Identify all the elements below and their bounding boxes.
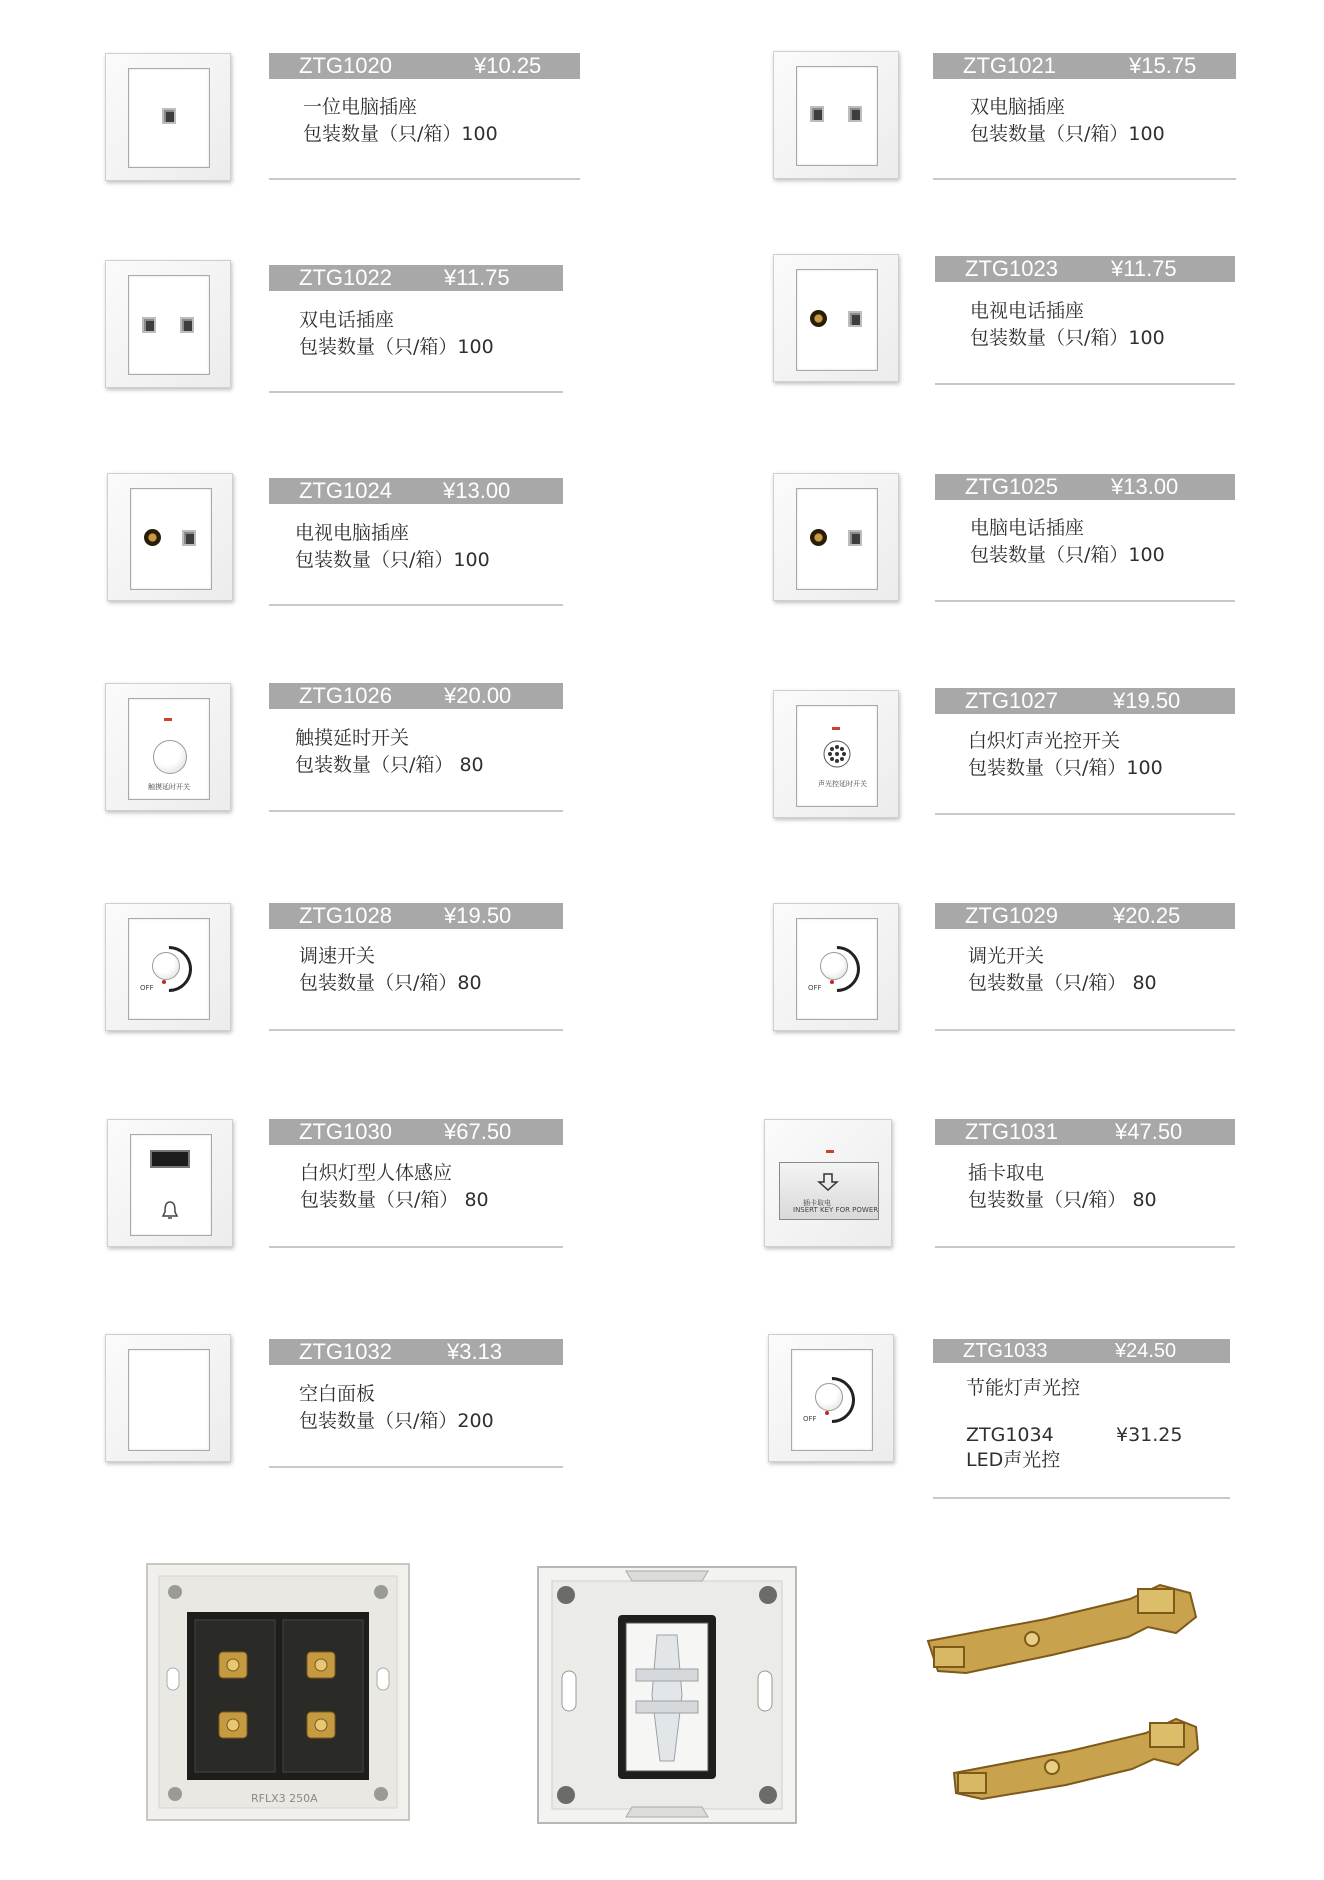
product-name: 触摸延时开关 <box>295 727 410 749</box>
divider <box>269 810 563 812</box>
product-header <box>935 903 1235 929</box>
product-code: ZTG1031 <box>965 1119 1058 1144</box>
product-pack: 包装数量（只/箱） 80 <box>968 1189 1157 1211</box>
divider <box>269 604 563 606</box>
double-data-socket-icon <box>773 51 899 179</box>
product-header <box>269 265 563 291</box>
switch-back-photo <box>536 1565 800 1827</box>
product-pack: 包装数量（只/箱） 80 <box>295 754 484 776</box>
product-code: ZTG1032 <box>299 1339 392 1364</box>
product-price: ¥11.75 <box>444 265 510 290</box>
product-price: ¥47.50 <box>1115 1119 1183 1144</box>
product-name: 双电脑插座 <box>970 96 1066 118</box>
touch-delay-switch-icon: 触摸延时开关 <box>105 683 231 811</box>
product-name: 电视电脑插座 <box>295 522 410 544</box>
divider <box>269 178 580 180</box>
product-pack: 包装数量（只/箱） 80 <box>968 972 1157 994</box>
product-header <box>269 1339 563 1365</box>
product-pack: 包装数量（只/箱）100 <box>968 757 1163 779</box>
product-pack: 包装数量（只/箱） 80 <box>300 1189 489 1211</box>
product-pack: 包装数量（只/箱）80 <box>299 972 482 994</box>
product-name: 白炽灯型人体感应 <box>300 1162 453 1184</box>
divider <box>935 1029 1235 1031</box>
product-name: 白炽灯声光控开关 <box>968 730 1121 752</box>
product-price: ¥13.00 <box>443 478 511 503</box>
divider <box>935 383 1235 385</box>
extra-product-name: LED声光控 <box>966 1449 1061 1471</box>
product-code: ZTG1026 <box>299 683 392 708</box>
product-price: ¥24.50 <box>1115 1340 1177 1362</box>
product-code: ZTG1023 <box>965 256 1058 281</box>
product-code: ZTG1028 <box>299 903 392 928</box>
product-pack: 包装数量（只/箱）100 <box>970 544 1165 566</box>
product-name: 电视电话插座 <box>970 300 1085 322</box>
product-code: ZTG1033 <box>963 1340 1048 1362</box>
product-header <box>269 683 563 709</box>
product-header <box>269 1119 563 1145</box>
product-name: 节能灯声光控 <box>966 1377 1081 1399</box>
product-name: 空白面板 <box>299 1383 376 1405</box>
sound-light-switch-icon: 声光控延时开关 <box>773 690 899 818</box>
product-header <box>935 256 1235 282</box>
product-price: ¥19.50 <box>1113 688 1181 713</box>
socket-marking: RFLX3 250A <box>251 1792 318 1805</box>
product-header <box>269 903 563 929</box>
product-pack: 包装数量（只/箱）100 <box>970 327 1165 349</box>
data-phone-socket-icon <box>773 473 899 601</box>
product-code: ZTG1030 <box>299 1119 392 1144</box>
product-price: ¥67.50 <box>444 1119 512 1144</box>
divider <box>933 178 1236 180</box>
product-pack: 包装数量（只/箱）100 <box>970 123 1165 145</box>
divider <box>269 1466 563 1468</box>
card-power-switch-icon: 插卡取电 INSERT KEY FOR POWER <box>764 1119 892 1247</box>
product-price: ¥20.00 <box>444 683 512 708</box>
tv-phone-socket-icon <box>773 254 899 382</box>
product-pack: 包装数量（只/箱）200 <box>299 1410 494 1432</box>
divider <box>935 813 1235 815</box>
product-price: ¥19.50 <box>444 903 512 928</box>
speed-control-dial-icon: OFF <box>105 903 231 1031</box>
product-code: ZTG1024 <box>299 478 392 503</box>
product-price: ¥20.25 <box>1113 903 1181 928</box>
product-name: 双电话插座 <box>299 309 395 331</box>
product-code: ZTG1021 <box>963 53 1056 78</box>
product-header <box>935 688 1235 714</box>
socket-back-photo <box>145 1562 413 1824</box>
divider <box>933 1497 1230 1499</box>
extra-product-price: ¥31.25 <box>1116 1424 1183 1446</box>
product-header <box>935 1119 1235 1145</box>
single-data-socket-icon <box>105 53 231 181</box>
product-code: ZTG1027 <box>965 688 1058 713</box>
tv-data-socket-icon <box>107 473 233 601</box>
product-pack: 包装数量（只/箱）100 <box>299 336 494 358</box>
product-header <box>933 53 1236 79</box>
product-header <box>933 1339 1230 1363</box>
product-price: ¥11.75 <box>1111 256 1177 281</box>
product-name: 电脑电话插座 <box>970 517 1085 539</box>
product-price: ¥3.13 <box>447 1339 503 1364</box>
product-name: 插卡取电 <box>968 1162 1045 1184</box>
product-price: ¥15.75 <box>1129 53 1197 78</box>
divider <box>269 1029 563 1031</box>
divider <box>269 1246 563 1248</box>
product-pack: 包装数量（只/箱）100 <box>295 549 490 571</box>
product-header <box>269 53 580 79</box>
product-price: ¥10.25 <box>474 53 542 78</box>
product-name: 一位电脑插座 <box>303 96 418 118</box>
product-header <box>935 474 1235 500</box>
product-code: ZTG1025 <box>965 474 1058 499</box>
product-code: ZTG1020 <box>299 53 392 78</box>
motion-sensor-icon <box>107 1119 233 1247</box>
product-name: 调光开关 <box>968 945 1045 967</box>
product-code: ZTG1029 <box>965 903 1058 928</box>
brass-terminal-photo <box>920 1577 1202 1803</box>
product-name: 调速开关 <box>299 945 376 967</box>
extra-product-code: ZTG1034 <box>966 1424 1054 1446</box>
blank-panel-icon <box>105 1334 231 1462</box>
double-phone-socket-icon <box>105 260 231 388</box>
product-price: ¥13.00 <box>1111 474 1179 499</box>
product-header <box>269 478 563 504</box>
product-pack: 包装数量（只/箱）100 <box>303 123 498 145</box>
divider <box>935 600 1235 602</box>
divider <box>935 1246 1235 1248</box>
product-code: ZTG1022 <box>299 265 392 290</box>
dimmer-dial-icon: OFF <box>773 903 899 1031</box>
energy-saving-dial-icon: OFF <box>768 1334 894 1462</box>
divider <box>269 391 563 393</box>
